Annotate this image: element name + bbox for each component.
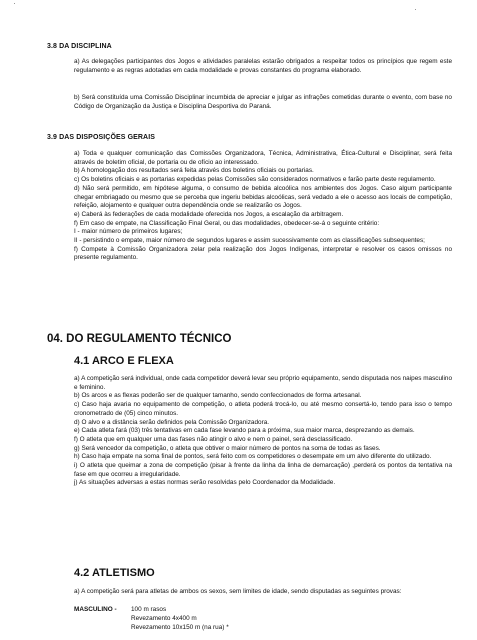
section-3-8-heading: 3.8 DA DISCIPLINA: [47, 43, 112, 50]
scan-speck: [14, 3, 15, 4]
section-3-9-heading: 3.9 DAS DISPOSIÇÕES GERAIS: [47, 134, 156, 141]
list-item: h) Caso haja empate na soma final de pontos, será feito com os competidores o desempate em um alvo diferente do utilizado.: [74, 453, 432, 461]
section-3-8-item-b: b) Será constituída uma Comissão Disciplinar incumbida de apreciar e julgar as infrações cometidas durante o evento, com base no Código de Organização da Justiça e Disciplina Desportiva do Paraná.: [74, 94, 452, 110]
prova-item: Revezamento 10x150 m (na rua) *: [131, 624, 229, 631]
list-item: d) O alvo e a distância serão definidos pela Comissão Organizadora.: [74, 418, 270, 426]
list-item: e) Caberá às federações de cada modalidade oferecida nos Jogos, a escalação da arbitragem.: [74, 210, 344, 218]
list-item: a) Toda e qualquer comunicação das Comissões Organizadora, Técnica, Administrativa, Ética-Cultural e Disciplinar, será feita através de boletim oficial, de portaria ou de ofício ao interessado.: [74, 150, 452, 166]
section-3-8-item-a: a) As delegações participantes dos Jogos e atividades paralelas estarão obrigados a respeitar todos os princípios que regem este regulamento e as regras adotadas em cada modalidade e provas constantes do programa elaborado.: [74, 58, 452, 74]
list-item: f) Compete à Comissão Organizadora zelar pela realização dos Jogos Indígenas, interpretar e resolver os casos omissos no presente regulamento.: [74, 245, 452, 262]
prova-item: Revezamento 4x400 m: [131, 615, 197, 622]
list-item: g) Será vencedor da competição, o atleta que obtiver o maior número de pontos na soma de todas as fases.: [74, 444, 381, 452]
masculino-label: MASCULINO -: [74, 606, 117, 613]
section-4-1-heading: 4.1 ARCO E FLEXA: [74, 355, 174, 367]
list-item: II - persistindo o empate, maior número de segundos lugares e assim sucessivamente com as classificações subsequentes;: [74, 237, 425, 245]
section-4-2-item-a: a) A competição será para atletas de ambos os sexos, sem limites de idade, sendo disputadas as seguintes provas:: [74, 588, 402, 595]
list-item: f) Em caso de empate, na Classificação Final Geral, ou das modalidades, obedecer-se-á o seguinte critério:: [74, 219, 380, 227]
section-3-9-items: [74, 150, 452, 263]
list-item: f) O atleta que em qualquer uma das fases não atingir o alvo e nem o painel, será desclassificado.: [74, 435, 353, 443]
prova-item: 100 m rasos: [131, 606, 167, 613]
list-item: j) As situações adversas a estas normas serão resolvidas pelo Coordenador da Modalidade.: [74, 479, 336, 487]
list-item: c) Caso haja avaria no equipamento de competição, o atleta poderá trocá-lo, ou até mesmo consertá-lo, tendo para isso o tempo cronometrado de (05) cinco minutos.: [74, 401, 452, 417]
list-item: e) Cada atleta fará (03) três tentativas em cada fase levando para a próxima, sua maior marca, desprezando as demais.: [74, 427, 415, 435]
section-04-heading: 04. DO REGULAMENTO TÉCNICO: [47, 333, 232, 345]
list-item: d) Não será permitido, em hipótese alguma, o consumo de bebida alcoólica nos ambientes dos Jogos. Caso algum participante chegar embriagado ou mesmo que se perceba que ingeriu bebidas alcoólicas, será vedado a ele o acesso aos locais de competição, refeição, alojamento e qualquer outra dependência onde se realizarão os Jogos.: [74, 184, 452, 210]
list-item: b) Os arcos e as flexas poderão ser de qualquer tamanho, sendo confeccionados de forma artesanal.: [74, 392, 362, 400]
scan-speck: [415, 9, 416, 10]
list-item: i) O atleta que queimar a zona de competição (pisar à frente da linha da linha de demarcação) ,perderá os pontos da tentativa na fase em que ocorreu a irregularidade.: [74, 462, 452, 478]
list-item: I - maior número de primeiros lugares;: [74, 228, 183, 236]
list-item: b) A homologação dos resultados será feita através dos boletins oficiais ou portarias.: [74, 167, 314, 175]
section-4-2-heading: 4.2 ATLETISMO: [74, 567, 155, 579]
list-item: a) A competição será individual, onde cada competidor deverá levar seu próprio equipamento, sendo disputada nos naipes masculino e feminino.: [74, 375, 452, 391]
section-4-1-items: [74, 375, 452, 488]
list-item: c) Os boletins oficiais e as portarias expedidas pelas Comissões são considerados normativos e farão parte deste regulamento.: [74, 176, 436, 184]
